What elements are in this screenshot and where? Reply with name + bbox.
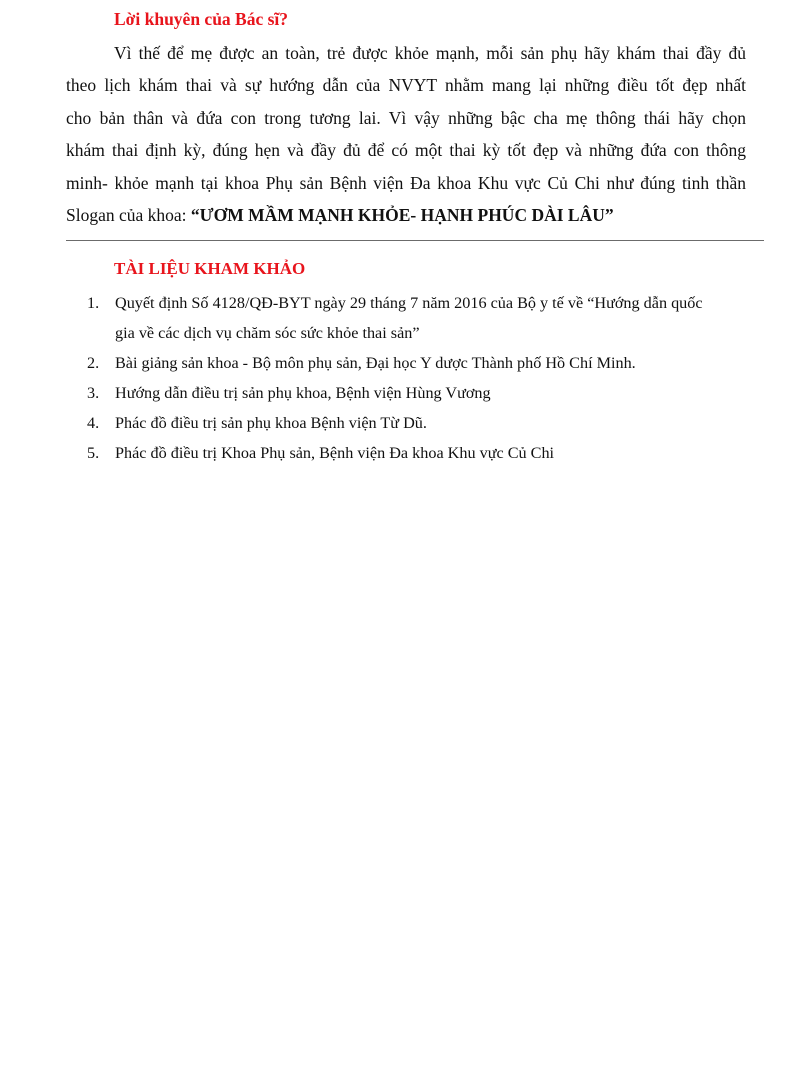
reference-number: 1. bbox=[87, 294, 100, 312]
reference-item bbox=[87, 288, 767, 348]
slogan-prefix: Slogan của khoa: bbox=[66, 205, 191, 226]
reference-number: 2. bbox=[87, 354, 100, 372]
references-list bbox=[87, 288, 767, 468]
advice-line: khám thai định kỳ, đúng hẹn và đầy đủ để có một thai kỳ tốt đẹp và những đứa con thông bbox=[66, 140, 746, 161]
advice-line: cho bản thân và đứa con trong tương lai. Vì vậy những bậc cha mẹ thông thái hãy chọn bbox=[66, 107, 746, 128]
reference-item bbox=[87, 408, 767, 438]
reference-text bbox=[115, 408, 767, 438]
reference-text bbox=[115, 288, 767, 348]
advice-line: theo lịch khám thai và sự hướng dẫn của NVYT nhằm mang lại những điều tốt đẹp nhất bbox=[66, 75, 746, 96]
reference-item bbox=[87, 438, 767, 468]
reference-text bbox=[115, 378, 767, 408]
reference-number: 5. bbox=[87, 444, 100, 462]
advice-heading: Lời khuyên của Bác sĩ? bbox=[114, 9, 289, 29]
department-slogan: “ƯƠM MẦM MẠNH KHỎE- HẠNH PHÚC DÀI LÂU” bbox=[190, 205, 614, 226]
reference-line: Quyết định Số 4128/QĐ-BYT ngày 29 tháng 7 năm 2016 của Bộ y tế về “Hướng dẫn quốc bbox=[115, 294, 703, 312]
reference-text bbox=[115, 348, 767, 378]
reference-line: gia về các dịch vụ chăm sóc sức khỏe thai sản” bbox=[115, 324, 420, 342]
advice-line-slogan bbox=[66, 199, 746, 231]
references-heading: TÀI LIỆU KHAM KHẢO bbox=[114, 259, 306, 278]
reference-item bbox=[87, 348, 767, 378]
reference-item bbox=[87, 378, 767, 408]
section-divider bbox=[66, 240, 764, 241]
advice-paragraph bbox=[66, 37, 746, 231]
reference-text bbox=[115, 438, 767, 468]
reference-line: Phác đồ điều trị sản phụ khoa Bệnh viện Từ Dũ. bbox=[115, 414, 427, 432]
advice-line: Vì thế để mẹ được an toàn, trẻ được khỏe mạnh, mỗi sản phụ hãy khám thai đầy đủ bbox=[114, 43, 746, 63]
reference-number: 3. bbox=[87, 384, 100, 402]
reference-number: 4. bbox=[87, 414, 100, 432]
reference-line: Phác đồ điều trị Khoa Phụ sản, Bệnh viện Đa khoa Khu vực Củ Chi bbox=[115, 444, 555, 462]
reference-line: Bài giảng sản khoa - Bộ môn phụ sản, Đại học Y dược Thành phố Hồ Chí Minh. bbox=[115, 354, 636, 372]
advice-line: minh- khỏe mạnh tại khoa Phụ sản Bệnh viện Đa khoa Khu vực Củ Chi như đúng tinh thần bbox=[66, 172, 746, 193]
reference-line: Hướng dẫn điều trị sản phụ khoa, Bệnh viện Hùng Vương bbox=[115, 384, 491, 402]
